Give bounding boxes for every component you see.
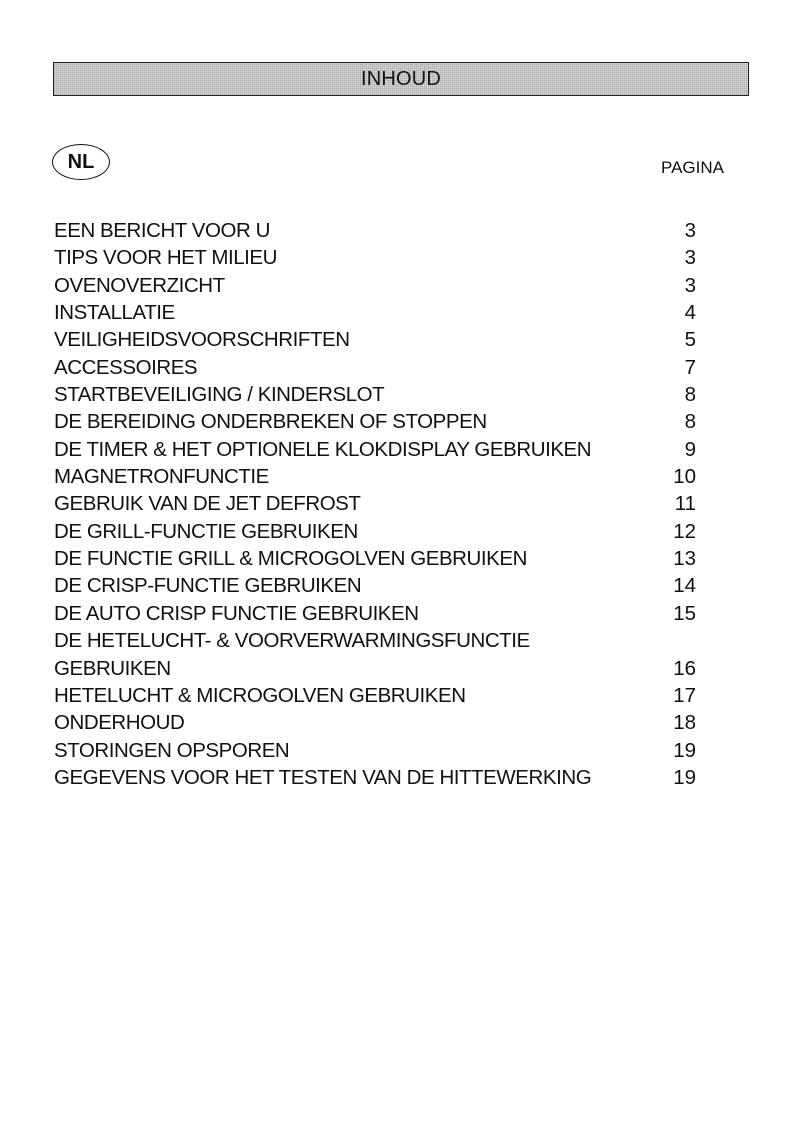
toc-row[interactable] — [54, 764, 700, 791]
toc-page-number: 5 — [684, 328, 696, 352]
toc-title: ACCESSOIRES — [54, 355, 198, 379]
toc-title: VEILIGHEIDSVOORSCHRIFTEN — [54, 328, 350, 352]
toc-page-number: 9 — [684, 437, 696, 461]
page-title: INHOUD — [360, 67, 442, 90]
toc-page-number: 16 — [673, 656, 696, 680]
toc-row[interactable] — [54, 518, 700, 545]
toc-title: TIPS VOOR HET MILIEU — [54, 246, 277, 270]
toc-title: DE BEREIDING ONDERBREKEN OF STOPPEN — [54, 410, 487, 434]
toc-page-number: 12 — [673, 519, 696, 543]
toc-row[interactable] — [54, 272, 700, 299]
toc-row[interactable] — [54, 436, 700, 463]
toc-row[interactable] — [54, 326, 700, 353]
toc-row[interactable] — [54, 737, 700, 764]
toc-page-number: 8 — [684, 383, 696, 407]
toc-page-number: 14 — [673, 574, 696, 598]
toc-row[interactable] — [54, 545, 700, 572]
toc-row[interactable] — [54, 627, 700, 654]
toc-title: GEGEVENS VOOR HET TESTEN VAN DE HITTEWERKING — [54, 765, 592, 789]
toc-title: STARTBEVEILIGING / KINDERSLOT — [54, 383, 385, 407]
toc-page-number: 3 — [684, 246, 696, 270]
toc-page-number: 4 — [684, 301, 696, 325]
toc-title: STORINGEN OPSPOREN — [54, 738, 290, 762]
page-column-label: PAGINA — [661, 158, 724, 177]
toc-title: GEBRUIK VAN DE JET DEFROST — [54, 492, 361, 516]
toc-row[interactable] — [54, 490, 700, 517]
toc-title: DE HETELUCHT- & VOORVERWARMINGSFUNCTIE — [54, 629, 530, 653]
toc-page-number: 19 — [673, 765, 696, 789]
toc-title: MAGNETRONFUNCTIE — [54, 465, 269, 489]
toc-page-number: 8 — [684, 410, 696, 434]
toc-page-number: 3 — [684, 219, 696, 242]
toc-page-number: 13 — [673, 547, 696, 571]
toc-row[interactable] — [54, 381, 700, 408]
title-bar — [53, 62, 749, 96]
toc-title: DE FUNCTIE GRILL & MICROGOLVEN GEBRUIKEN — [54, 547, 527, 571]
toc-page-number: 7 — [684, 355, 696, 379]
toc-title: DE AUTO CRISP FUNCTIE GEBRUIKEN — [54, 601, 419, 625]
toc-row[interactable] — [54, 408, 700, 435]
toc-title: INSTALLATIE — [54, 301, 175, 325]
toc-title: DE GRILL-FUNCTIE GEBRUIKEN — [54, 519, 358, 543]
toc-row[interactable] — [54, 463, 700, 490]
toc-row[interactable] — [54, 682, 700, 709]
language-badge: NL — [52, 144, 110, 180]
toc-row[interactable] — [54, 217, 700, 244]
toc-title: OVENOVERZICHT — [54, 273, 225, 297]
toc-row[interactable] — [54, 709, 700, 736]
toc-page-number: 18 — [673, 711, 696, 735]
toc-row[interactable] — [54, 354, 700, 381]
table-of-contents — [54, 217, 700, 791]
toc-title: GEBRUIKEN — [54, 656, 171, 680]
toc-row[interactable] — [54, 244, 700, 271]
toc-page-number: 19 — [673, 738, 696, 762]
toc-title: DE CRISP-FUNCTIE GEBRUIKEN — [54, 574, 362, 598]
toc-page-number: 15 — [673, 601, 696, 625]
toc-title: EEN BERICHT VOOR U — [54, 219, 270, 242]
toc-row[interactable] — [54, 655, 700, 682]
toc-title: DE TIMER & HET OPTIONELE KLOKDISPLAY GEBRUIKEN — [54, 437, 592, 461]
toc-page-number: 17 — [673, 683, 696, 707]
toc-row[interactable] — [54, 299, 700, 326]
toc-title: HETELUCHT & MICROGOLVEN GEBRUIKEN — [54, 683, 466, 707]
toc-page-number: 11 — [674, 492, 696, 516]
toc-row[interactable] — [54, 600, 700, 627]
toc-page-number: 10 — [673, 465, 696, 489]
toc-page-number: 3 — [684, 273, 696, 297]
toc-title: ONDERHOUD — [54, 711, 185, 735]
toc-row[interactable] — [54, 572, 700, 599]
